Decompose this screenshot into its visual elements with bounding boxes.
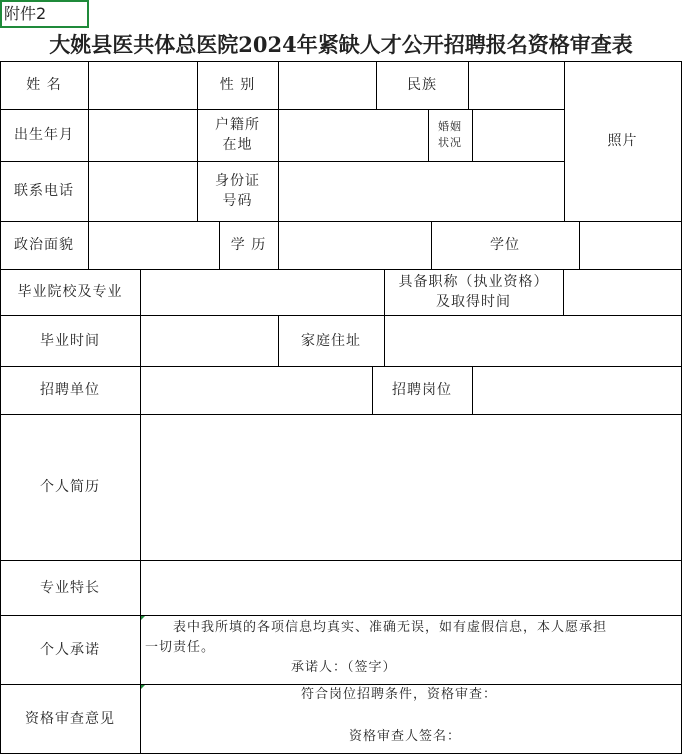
label-political: 政治面貌 xyxy=(14,237,74,253)
label-hukou: 户籍所 在地 xyxy=(215,117,260,153)
commitment-cell[interactable] xyxy=(141,616,681,684)
attachment-label: 附件2 xyxy=(0,0,89,28)
label-specialty: 专业特长 xyxy=(40,579,100,596)
recruit-unit-field[interactable] xyxy=(141,367,372,414)
recruit-post-field[interactable] xyxy=(473,367,681,414)
label-photo: 照片 xyxy=(607,133,638,149)
label-name: 姓 名 xyxy=(26,77,62,93)
specialty-field[interactable] xyxy=(141,561,681,615)
label-phone: 联系电话 xyxy=(14,183,74,199)
label-recruit-unit: 招聘单位 xyxy=(40,382,100,398)
degree-field[interactable] xyxy=(580,222,681,269)
form-title: 大姚县医共体总医院2024年紧缺人才公开招聘报名资格审查表 xyxy=(49,32,633,57)
commitment-text-line1: 表中我所填的各项信息均真实、准确无误，如有虚假信息，本人愿承担 xyxy=(173,620,608,635)
comment-marker-icon xyxy=(141,685,145,689)
commitment-text-line2: 一切责任。 xyxy=(145,640,216,655)
label-marital: 婚姻 状况 xyxy=(438,120,462,149)
name-field[interactable] xyxy=(89,62,197,109)
gender-field[interactable] xyxy=(279,62,376,109)
label-commitment: 个人承诺 xyxy=(40,641,100,658)
birth-field[interactable] xyxy=(89,110,197,161)
label-birth: 出生年月 xyxy=(14,127,74,143)
comment-marker-icon xyxy=(141,616,145,620)
grad-time-field[interactable] xyxy=(141,316,278,366)
label-degree: 学位 xyxy=(490,237,520,253)
commitment-signer: 承诺人：（签字） xyxy=(291,660,397,675)
id-number-field[interactable] xyxy=(279,162,564,221)
review-cell[interactable] xyxy=(141,685,681,753)
label-id-number: 身份证 号码 xyxy=(215,173,260,209)
ethnicity-field[interactable] xyxy=(469,62,564,109)
label-review: 资格审查意见 xyxy=(25,710,115,727)
label-gender: 性 别 xyxy=(219,77,256,93)
label-title-qualification: 具备职称（执业资格） 及取得时间 xyxy=(398,274,549,310)
label-school-major: 毕业院校及专业 xyxy=(17,284,123,300)
review-text-line1: 符合岗位招聘条件，资格审查： xyxy=(301,687,498,702)
phone-field[interactable] xyxy=(89,162,197,221)
marital-field[interactable] xyxy=(473,110,564,161)
label-education: 学 历 xyxy=(230,237,267,253)
address-field[interactable] xyxy=(385,316,681,366)
hukou-field[interactable] xyxy=(279,110,428,161)
label-resume: 个人简历 xyxy=(40,479,100,495)
resume-field[interactable] xyxy=(141,415,681,560)
review-signer: 资格审查人签名： xyxy=(349,729,462,744)
label-recruit-post: 招聘岗位 xyxy=(392,382,452,398)
label-ethnicity: 民族 xyxy=(407,77,437,93)
school-major-field[interactable] xyxy=(141,270,384,315)
label-grad-time: 毕业时间 xyxy=(40,332,100,349)
title-qualification-field[interactable] xyxy=(564,270,681,315)
education-field[interactable] xyxy=(279,222,431,269)
political-field[interactable] xyxy=(89,222,219,269)
label-address: 家庭住址 xyxy=(301,332,361,349)
